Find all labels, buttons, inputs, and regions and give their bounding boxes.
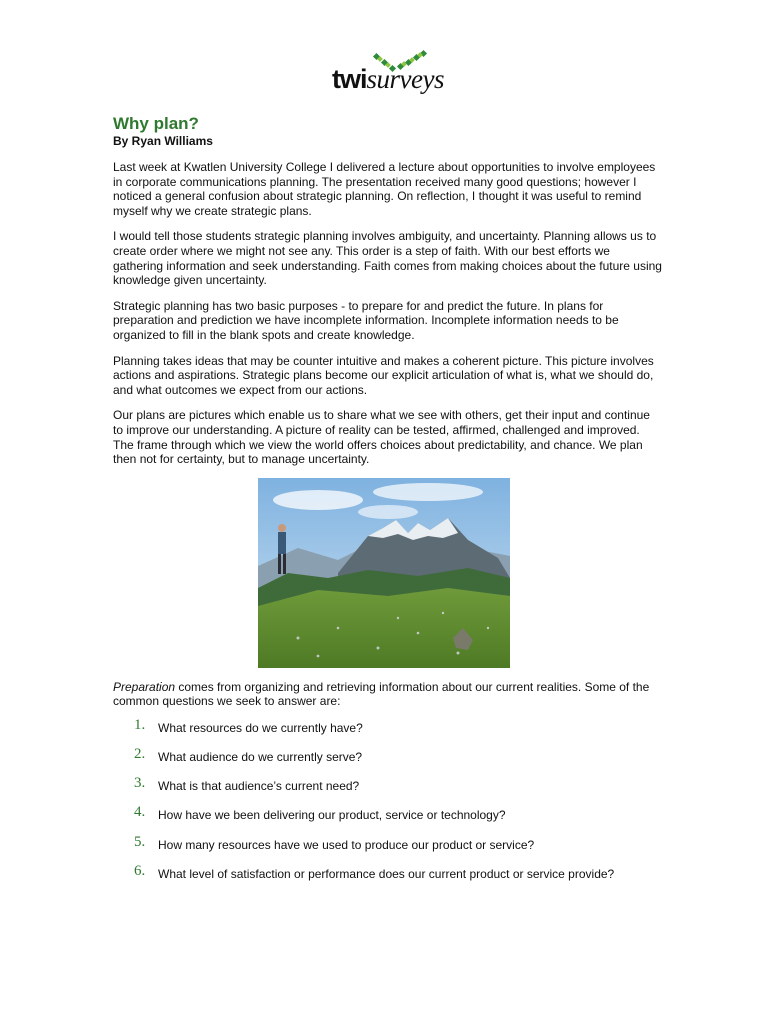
preparation-intro xyxy=(113,680,663,709)
logo-text-bold: twi xyxy=(332,64,367,94)
intro-emphasis: Preparation xyxy=(113,679,176,694)
intro-text: comes from organizing and retrieving information about our current realities. Some of the common questions we seek to answer are: xyxy=(113,679,650,709)
list-item xyxy=(113,804,663,837)
list-item-text: What level of satisfaction or performance does our current product or service provide? xyxy=(158,866,615,881)
article-title: Why plan? xyxy=(113,114,199,133)
list-item-text: What resources do we currently have? xyxy=(158,720,363,735)
twisurveys-logo xyxy=(332,48,442,104)
list-item xyxy=(113,746,663,779)
list-item xyxy=(113,833,663,867)
list-number: 4. xyxy=(134,804,146,821)
paragraph: Strategic planning has two basic purposes - to prepare for and predict the future. In plans for preparation and prediction we have incomplete information. Incomplete information needs to be organized to fill in the blank spots and create knowledge. xyxy=(113,298,619,342)
list-item xyxy=(113,775,663,808)
list-item xyxy=(113,862,663,896)
list-number: 1. xyxy=(134,716,146,733)
list-item-text: What is that audience’s current need? xyxy=(158,779,360,794)
article-byline: By Ryan Williams xyxy=(113,134,213,148)
questions-list xyxy=(113,716,663,896)
list-number: 5. xyxy=(134,833,146,850)
paragraph: Our plans are pictures which enable us to share what we see with others, get their input and continue to improve our understanding. A picture of reality can be tested, affirmed, challenged and improved. The frame through which we view the world offers choices about predictability, and chance. We plan then not for certainty, but to manage uncertainty. xyxy=(113,408,650,467)
mountain-hiker-photo xyxy=(258,478,510,668)
list-item xyxy=(113,716,663,750)
list-number: 2. xyxy=(134,746,146,763)
list-item-text: How have we been delivering our product, service or technology? xyxy=(158,808,506,823)
list-item-text: How many resources have we used to produce our product or service? xyxy=(158,837,535,852)
list-number: 6. xyxy=(134,862,146,879)
list-number: 3. xyxy=(134,775,146,792)
paragraph: Last week at Kwatlen University College I delivered a lecture about opportunities to involve employees in corporate communications planning. The presentation received many good questions; however I noticed a general confusion about strategic planning. On reflection, I thought it was useful to remind myself why we create strategic plans. xyxy=(113,160,656,218)
paragraph: I would tell those students strategic planning involves ambiguity, and uncertainty. Planning allows us to create order where we might not see any. This order is a step of faith. With our best efforts we gathering information and seek understanding. Faith comes from making choices about the future using knowledge given uncertainty. xyxy=(113,229,662,288)
paragraph: Planning takes ideas that may be counter intuitive and makes a coherent picture. This picture involves actions and aspirations. Strategic plans become our explicit articulation of what is, what we should do, and what outcomes we expect from our actions. xyxy=(113,353,654,397)
list-item-text: What audience do we currently serve? xyxy=(158,750,363,765)
logo-text-italic: surveys xyxy=(366,64,444,94)
logo-wordmark xyxy=(332,64,444,95)
article xyxy=(113,114,663,896)
